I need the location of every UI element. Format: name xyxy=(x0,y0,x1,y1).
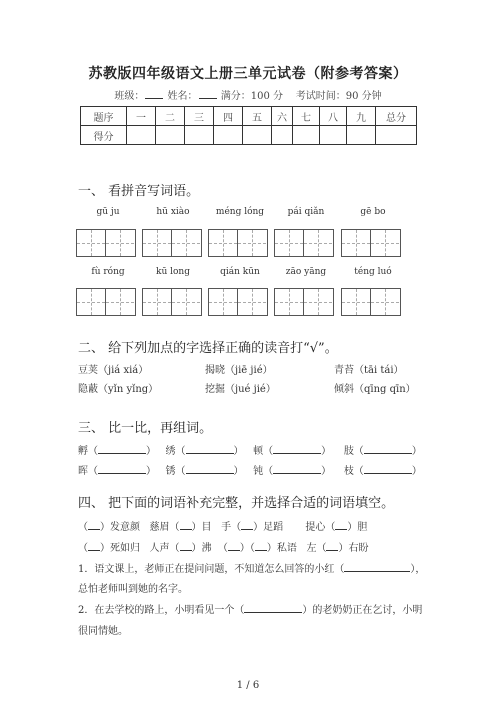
idiom-blank[interactable] xyxy=(228,540,240,551)
idiom-text: 慈眉（ xyxy=(149,522,180,533)
idiom-text: 手（ xyxy=(221,522,242,533)
score-table-header-row xyxy=(81,107,417,126)
idiom-text: （ xyxy=(249,543,255,554)
score-header-cell: 五 xyxy=(243,107,272,126)
question-2-line-1 xyxy=(78,601,422,616)
close-paren: ） xyxy=(146,446,156,457)
writing-grid[interactable] xyxy=(208,288,268,316)
score-label: 满分：100 分 xyxy=(220,91,283,102)
question-text: ）的老奶奶正在乞讨，小明 xyxy=(302,605,423,616)
reading-choice[interactable]: 隐蔽（yǐn yǐng） xyxy=(78,384,159,395)
idiom-text: ）右盼 xyxy=(338,543,369,554)
close-paren: ） xyxy=(321,466,332,477)
idiom-text: 提心（ xyxy=(305,522,336,533)
score-cell[interactable] xyxy=(185,126,214,145)
pinyin-label: hū xiào xyxy=(156,207,190,217)
pinyin-label: kū long xyxy=(156,267,190,277)
idiom-text: ）足蹈 xyxy=(253,522,284,533)
page-number: 1 / 6 xyxy=(236,680,260,691)
answer-blank[interactable] xyxy=(98,443,146,454)
score-cell[interactable] xyxy=(272,126,293,145)
answer-blank[interactable] xyxy=(186,463,234,474)
score-cell[interactable] xyxy=(376,126,417,145)
score-header-cell: 总分 xyxy=(376,107,417,126)
question-text: ）， xyxy=(410,564,426,575)
writing-grid[interactable] xyxy=(274,288,334,316)
time-label: 考试时间：90 分钟 xyxy=(295,91,382,102)
idiom-text: ）死如归 xyxy=(100,543,140,554)
close-paren: ） xyxy=(321,446,332,457)
section-4-heading: 四、 把下面的词语补充完整，并选择合适的词语填空。 xyxy=(78,496,395,511)
reading-choice[interactable]: 青苔（tāi tái） xyxy=(334,365,404,376)
score-table xyxy=(80,106,417,145)
score-cell[interactable] xyxy=(156,126,185,145)
answer-blank[interactable] xyxy=(273,463,321,474)
idiom-blank[interactable] xyxy=(88,519,100,530)
pinyin-label: méng lóng xyxy=(215,207,265,217)
pinyin-label: gū ju xyxy=(96,207,120,217)
answer-blank[interactable] xyxy=(344,561,410,572)
score-cell[interactable] xyxy=(127,126,156,145)
score-header-cell: 八 xyxy=(320,107,347,126)
writing-grid[interactable] xyxy=(274,229,334,257)
question-text: 1．语文课上，老师正在提问问题，不知道怎么回答的小红（ xyxy=(78,564,345,575)
idiom-blank[interactable] xyxy=(326,540,338,551)
close-paren: ） xyxy=(233,446,244,457)
pinyin-label: fù róng xyxy=(91,267,125,277)
question-text: 2．在去学校的路上，小明看见一个（ xyxy=(78,605,245,616)
question-1-line-1 xyxy=(78,560,425,575)
question-2-line-2: 很同情她。 xyxy=(78,626,128,637)
idiom-text: （ xyxy=(217,543,228,554)
pinyin-label: gē bo xyxy=(360,207,386,217)
close-paren: ） xyxy=(411,466,422,477)
score-row-label: 得分 xyxy=(81,126,127,145)
compare-char: 晖（ xyxy=(78,466,98,477)
question-1-line-2: 总怕老师叫到她的名字。 xyxy=(78,584,188,595)
idiom-blank[interactable] xyxy=(335,519,347,530)
idiom-text: 左（ xyxy=(306,543,327,554)
idiom-text: 人声（ xyxy=(149,543,180,554)
writing-grid[interactable] xyxy=(341,288,401,316)
writing-grid[interactable] xyxy=(142,229,202,257)
compare-char: 绣（ xyxy=(165,446,186,457)
compare-char: 顿（ xyxy=(253,446,274,457)
idiom-blank[interactable] xyxy=(180,540,192,551)
class-label: 班级： xyxy=(114,91,145,102)
idiom-blank[interactable] xyxy=(255,540,267,551)
writing-grid[interactable] xyxy=(76,288,136,316)
idiom-text: ）私语 xyxy=(266,543,297,554)
idiom-text: （ xyxy=(78,543,88,554)
idiom-text: ）胆 xyxy=(347,522,368,533)
score-header-cell: 七 xyxy=(293,107,320,126)
score-cell[interactable] xyxy=(243,126,272,145)
exam-info xyxy=(0,87,496,102)
idiom-text: ）发意颜 xyxy=(100,522,140,533)
idiom-text: ）沸 xyxy=(191,543,212,554)
score-table-score-row xyxy=(81,126,417,145)
writing-grid[interactable] xyxy=(142,288,202,316)
answer-blank[interactable] xyxy=(244,602,302,613)
idiom-text: （ xyxy=(78,522,88,533)
score-cell[interactable] xyxy=(320,126,347,145)
pinyin-label: pái qiǎn xyxy=(287,207,325,217)
pinyin-label: téng luó xyxy=(354,267,392,277)
section-2-heading: 二、 给下列加点的字选择正确的读音打“√”。 xyxy=(78,341,338,356)
idiom-text: ）目 xyxy=(191,522,212,533)
writing-grid[interactable] xyxy=(208,229,268,257)
close-paren: ） xyxy=(411,446,422,457)
idiom-text: ） xyxy=(239,543,250,554)
compare-row-1 xyxy=(78,442,422,457)
score-cell[interactable] xyxy=(214,126,243,145)
answer-blank[interactable] xyxy=(364,443,412,454)
score-header-cell: 题序 xyxy=(81,107,127,126)
answer-blank[interactable] xyxy=(186,443,234,454)
score-header-cell: 三 xyxy=(185,107,214,126)
reading-choice[interactable]: 挖掘（jué jié） xyxy=(205,384,276,395)
document-title: 苏教版四年级语文上册三单元试卷（附参考答案） xyxy=(88,66,408,82)
pinyin-label: qián kūn xyxy=(220,267,260,277)
compare-char: 肢（ xyxy=(343,446,364,457)
compare-row-2 xyxy=(78,462,422,477)
close-paren: ） xyxy=(233,466,244,477)
score-header-cell: 四 xyxy=(214,107,243,126)
compare-char: 枝（ xyxy=(343,466,364,477)
compare-char: 孵（ xyxy=(78,446,98,457)
writing-grid[interactable] xyxy=(76,229,136,257)
score-header-cell: 九 xyxy=(347,107,376,126)
score-header-cell: 一 xyxy=(127,107,156,126)
reading-choice[interactable]: 豆荚（jiá xiá） xyxy=(78,365,149,376)
compare-char: 钝（ xyxy=(253,466,274,477)
reading-choice[interactable]: 倾斜（qīng qīn） xyxy=(334,384,416,395)
idiom-line-2 xyxy=(78,539,368,554)
class-blank xyxy=(145,89,163,99)
name-label: 姓名： xyxy=(167,91,198,102)
score-header-cell: 六 xyxy=(272,107,293,126)
writing-grid[interactable] xyxy=(341,229,401,257)
score-cell[interactable] xyxy=(347,126,376,145)
answer-blank[interactable] xyxy=(364,463,412,474)
score-header-cell: 二 xyxy=(156,107,185,126)
section-1-heading: 一、 看拼音写词语。 xyxy=(78,184,200,199)
idiom-blank[interactable] xyxy=(180,519,192,530)
close-paren: ） xyxy=(146,466,156,477)
idiom-blank[interactable] xyxy=(241,519,253,530)
answer-blank[interactable] xyxy=(273,443,321,454)
reading-choice[interactable]: 揭晓（jiē jié） xyxy=(205,365,273,376)
section-3-heading: 三、 比一比，再组词。 xyxy=(78,421,213,436)
name-blank xyxy=(199,89,217,99)
pinyin-label: zāo yāng xyxy=(285,267,327,277)
idiom-blank[interactable] xyxy=(88,540,100,551)
score-cell[interactable] xyxy=(293,126,320,145)
idiom-line-1 xyxy=(78,518,367,533)
answer-blank[interactable] xyxy=(98,463,146,474)
compare-char: 锈（ xyxy=(165,466,186,477)
